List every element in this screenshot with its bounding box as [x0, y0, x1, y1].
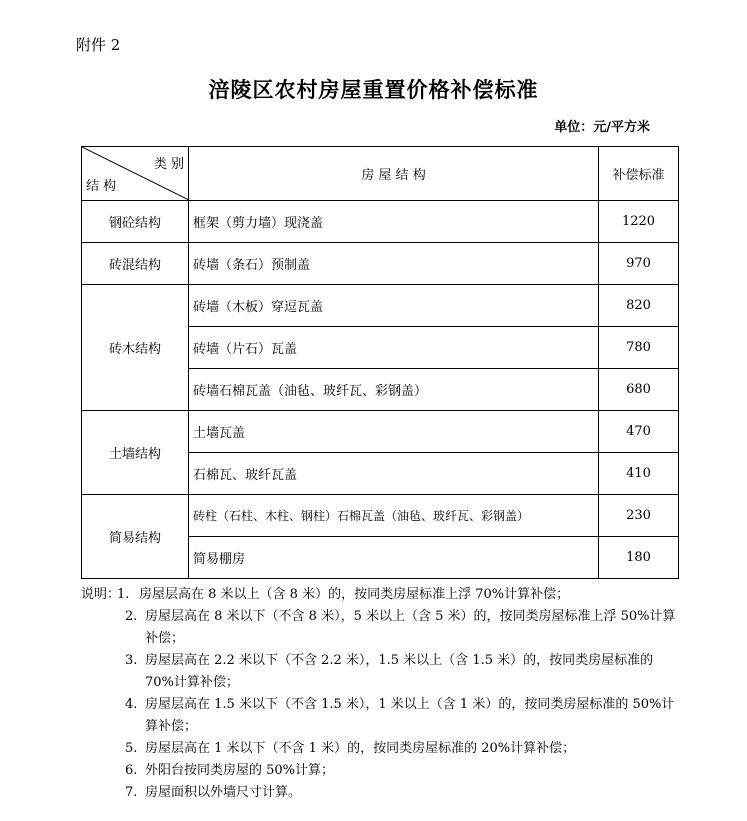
note-text: 房屋面积以外墙尺寸计算。 — [145, 785, 302, 800]
structure-cell: 简易棚房 — [189, 537, 599, 579]
table-row — [82, 411, 679, 453]
note-text: 房屋层高在 2.2 米以下（不含 2.2 米），1.5 米以上（含 1.5 米）的，按同类房屋标准的 70%计算补偿； — [145, 653, 654, 690]
note-item — [81, 584, 681, 606]
category-cell: 砖木结构 — [82, 285, 189, 411]
note-number: 6. — [125, 763, 138, 778]
value-cell: 470 — [599, 411, 679, 453]
value-cell: 680 — [599, 369, 679, 411]
header-compensation-standard: 补偿标准 — [599, 147, 679, 201]
value-cell: 1220 — [599, 201, 679, 243]
structure-cell: 砖墙（片石）瓦盖 — [189, 327, 599, 369]
page-title: 涪陵区农村房屋重置价格补偿标准 — [208, 77, 539, 102]
note-number: 1. — [117, 587, 130, 602]
note-item — [81, 606, 681, 650]
structure-cell: 砖墙（条石）预制盖 — [189, 243, 599, 285]
note-text: 房屋层高在 1 米以下（不含 1 米）的，按同类房屋标准的 20%计算补偿； — [145, 741, 576, 756]
notes-label: 说明： — [81, 587, 121, 602]
note-number: 2. — [125, 609, 138, 624]
note-number: 5. — [125, 741, 138, 756]
note-text: 外阳台按同类房屋的 50%计算； — [145, 763, 335, 778]
notes-section — [81, 584, 681, 804]
table-row — [82, 201, 679, 243]
table-row — [82, 243, 679, 285]
value-cell: 820 — [599, 285, 679, 327]
diagonal-header-cell — [82, 147, 189, 201]
header-category-label: 类 别 — [153, 157, 184, 172]
note-item — [81, 650, 681, 694]
structure-cell: 砖墙（木板）穿逗瓦盖 — [189, 285, 599, 327]
value-cell: 970 — [599, 243, 679, 285]
unit-label: 单位：元/平方米 — [554, 120, 650, 135]
table-row — [82, 285, 679, 327]
attachment-label: 附件 2 — [76, 36, 121, 54]
category-cell: 钢砼结构 — [82, 201, 189, 243]
note-item — [81, 760, 681, 782]
table-row — [82, 495, 679, 537]
note-text: 房屋层高在 8 米以上（含 8 米）的，按同类房屋标准上浮 70%计算补偿； — [139, 587, 570, 602]
value-cell: 410 — [599, 453, 679, 495]
note-number: 7. — [125, 785, 138, 800]
header-structure-label: 结 构 — [86, 179, 117, 194]
compensation-table — [81, 146, 679, 579]
note-item — [81, 694, 681, 738]
note-item — [81, 738, 681, 760]
category-cell: 土墙结构 — [82, 411, 189, 495]
category-cell: 简易结构 — [82, 495, 189, 579]
note-text: 房屋层高在 1.5 米以下（不含 1.5 米），1 米以上（含 1 米）的，按同类房屋标准的 50%计算补偿； — [145, 697, 675, 734]
note-number: 4. — [125, 697, 138, 712]
structure-cell: 石棉瓦、玻纤瓦盖 — [189, 453, 599, 495]
structure-cell: 砖墙石棉瓦盖（油毡、玻纤瓦、彩钢盖） — [189, 369, 599, 411]
structure-cell: 砖柱（石柱、木柱、钢柱）石棉瓦盖（油毡、玻纤瓦、彩钢盖） — [189, 495, 599, 537]
note-text: 房屋层高在 8 米以下（不含 8 米），5 米以上（含 5 米）的，按同类房屋标准上浮 50%计算补偿； — [145, 609, 676, 646]
value-cell: 180 — [599, 537, 679, 579]
structure-cell: 框架（剪力墙）现浇盖 — [189, 201, 599, 243]
table-header-row — [82, 147, 679, 201]
value-cell: 780 — [599, 327, 679, 369]
header-house-structure: 房 屋 结 构 — [189, 147, 599, 201]
category-cell: 砖混结构 — [82, 243, 189, 285]
note-item — [81, 782, 681, 804]
note-number: 3. — [125, 653, 138, 668]
structure-cell: 土墙瓦盖 — [189, 411, 599, 453]
value-cell: 230 — [599, 495, 679, 537]
